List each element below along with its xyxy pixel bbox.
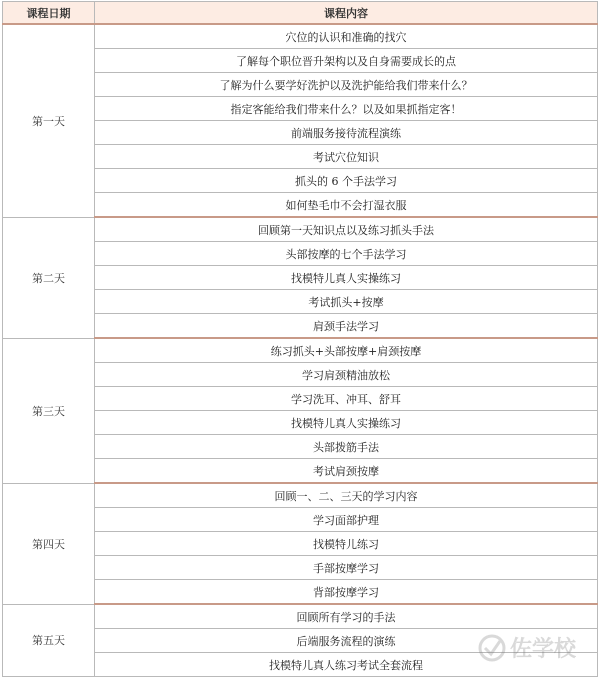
course-item: 练习抓头+头部按摩+肩颈按摩 bbox=[95, 338, 598, 363]
course-item: 了解每个职位晋升架构以及自身需要成长的点 bbox=[95, 49, 598, 73]
course-item: 头部拨筋手法 bbox=[95, 435, 598, 459]
course-item: 考试穴位知识 bbox=[95, 145, 598, 169]
course-item: 后端服务流程的演练 bbox=[95, 629, 598, 653]
header-date: 课程日期 bbox=[3, 2, 95, 25]
course-item: 头部按摩的七个手法学习 bbox=[95, 242, 598, 266]
day-label: 第一天 bbox=[3, 24, 95, 217]
course-item: 穴位的认识和准确的找穴 bbox=[95, 24, 598, 49]
day-label: 第五天 bbox=[3, 604, 95, 677]
school-logo-icon bbox=[480, 636, 504, 660]
table-row bbox=[3, 338, 598, 363]
course-item: 回顾第一天知识点以及练习抓头手法 bbox=[95, 217, 598, 242]
day-label: 第三天 bbox=[3, 338, 95, 483]
course-item: 找模特儿练习 bbox=[95, 532, 598, 556]
course-item: 找模特儿真人实操练习 bbox=[95, 411, 598, 435]
table-header-row bbox=[3, 2, 598, 25]
course-item: 找模特儿真人实操练习 bbox=[95, 266, 598, 290]
course-item: 考试抓头+按摩 bbox=[95, 290, 598, 314]
table-row bbox=[3, 483, 598, 508]
course-item: 肩颈手法学习 bbox=[95, 314, 598, 339]
course-schedule-table bbox=[2, 1, 598, 677]
course-item: 指定客能给我们带来什么？以及如果抓指定客！ bbox=[95, 97, 598, 121]
course-item: 前端服务接待流程演练 bbox=[95, 121, 598, 145]
course-item: 如何垫毛巾不会打湿衣服 bbox=[95, 193, 598, 218]
table-row bbox=[3, 217, 598, 242]
course-item: 背部按摩学习 bbox=[95, 580, 598, 605]
course-item: 找模特儿真人练习考试全套流程 bbox=[95, 653, 598, 677]
course-item: 考试肩颈按摩 bbox=[95, 459, 598, 484]
course-item: 学习面部护理 bbox=[95, 508, 598, 532]
header-content: 课程内容 bbox=[95, 2, 598, 25]
table-body bbox=[3, 24, 598, 677]
table-row bbox=[3, 24, 598, 49]
course-item: 抓头的 6 个手法学习 bbox=[95, 169, 598, 193]
watermark-logo bbox=[476, 628, 588, 668]
course-item: 回顾一、二、三天的学习内容 bbox=[95, 483, 598, 508]
course-item: 学习洗耳、冲耳、舒耳 bbox=[95, 387, 598, 411]
course-item: 学习肩颈精油放松 bbox=[95, 363, 598, 387]
watermark-text: 佐学校 bbox=[510, 637, 577, 662]
course-item: 回顾所有学习的手法 bbox=[95, 604, 598, 629]
course-item: 了解为什么要学好洗护以及洗护能给我们带来什么？ bbox=[95, 73, 598, 97]
table-row bbox=[3, 604, 598, 629]
course-item: 手部按摩学习 bbox=[95, 556, 598, 580]
day-label: 第二天 bbox=[3, 217, 95, 338]
day-label: 第四天 bbox=[3, 483, 95, 604]
